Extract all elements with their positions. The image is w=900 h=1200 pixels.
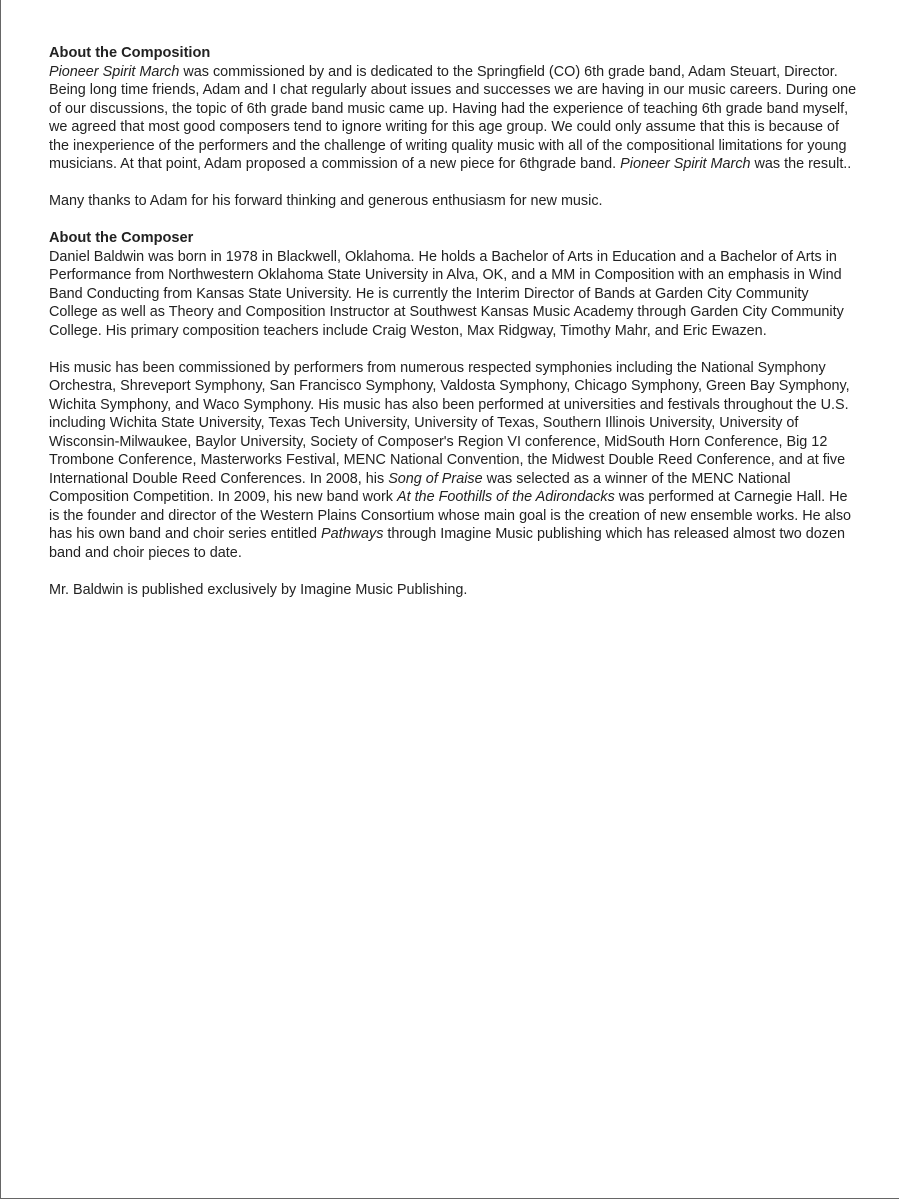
paragraph-gap [49,340,857,359]
thanks-paragraph: Many thanks to Adam for his forward thinking and generous enthusiasm for new music. [49,193,603,209]
paragraph-gap [49,211,857,230]
commissions-paragraph: His music has been commissioned by performers from numerous respected symphonies including the National Symphony Orchestra, Shreveport Symphony, San Francisco Symphony, Valdosta Symphony, Chicago Symphony, Green Bay Symphony, Wichita Symphony, and Waco Symphony. His music has also been performed at universities and festivals throughout the U.S. including Wichita State University, Texas Tech University, University of Texas, Southern Illinois University, University of Wisconsin-Milwaukee, Baylor University, Society of Composer's Region VI conference, MidSouth Horn Conference, Big 12 Trombone Conference, Masterworks Festival, MENC National Convention, the Midwest Double Reed Conference, and at five International Double Reed Conferences. In 2008, his Song of Praise was selected as a winner of the MENC National Composition Competition. In 2009, his new band work At the Foothills of the Adirondacks was performed at Carnegie Hall. He is the founder and director of the Western Plains Consortium whose main goal is the creation of new ensemble works. He also has his own band and choir series entitled Pathways through Imagine Music publishing which has released almost two dozen band and choir pieces to date. [49,359,852,561]
title-pioneer-spirit-march: Pioneer Spirit March [49,63,180,80]
composer-heading: About the Composer [49,230,194,246]
publisher-paragraph: Mr. Baldwin is published exclusively by Imagine Music Publishing. [49,581,468,598]
composer-bio-paragraph: Daniel Baldwin was born in 1978 in Blackwell, Oklahoma. He holds a Bachelor of Arts in Education and a Bachelor of Arts in Performance from Northwestern Oklahoma State University in Alva, OK, and a MM in Composition with an emphasis in Wind Band Conducting from Kansas State University. He is currently the Interim Director of Bands at Garden City Community College as well as Theory and Composition Instructor at Southwest Kansas Music Academy through Garden City Community College. His primary composition teachers include Craig Weston, Max Ridgway, Timothy Mahr, and Eric Ewazen. [49,248,844,339]
composition-paragraph: Pioneer Spirit March was commissioned by and is dedicated to the Springfield (CO) 6th grade band, Adam Steuart, Director. Being long time friends, Adam and I chat regularly about issues and successes we are having in our music careers. During one of our discussions, the topic of 6th grade band music came up. Having had the experience of teaching 6th grade band myself, we agreed that most good composers tend to ignore writing for this age group. We could only assume that this is because of the inexperience of the performers and the challenge of writing quality music with all of the compositional limitations for young musicians. At that point, Adam proposed a commission of a new piece for 6thgrade band. Pioneer Spirit March was the result.. [49,63,857,172]
title-foothills-adirondacks: At the Foothills of the Adirondacks [396,489,615,505]
title-song-of-praise: Song of Praise [388,470,483,487]
composition-heading: About the Composition [49,45,211,61]
paragraph-gap [49,174,857,193]
title-pathways: Pathways [321,526,384,542]
document-body [49,44,857,599]
title-pioneer-spirit-march: Pioneer Spirit March [620,156,751,172]
paragraph-gap [49,562,857,581]
